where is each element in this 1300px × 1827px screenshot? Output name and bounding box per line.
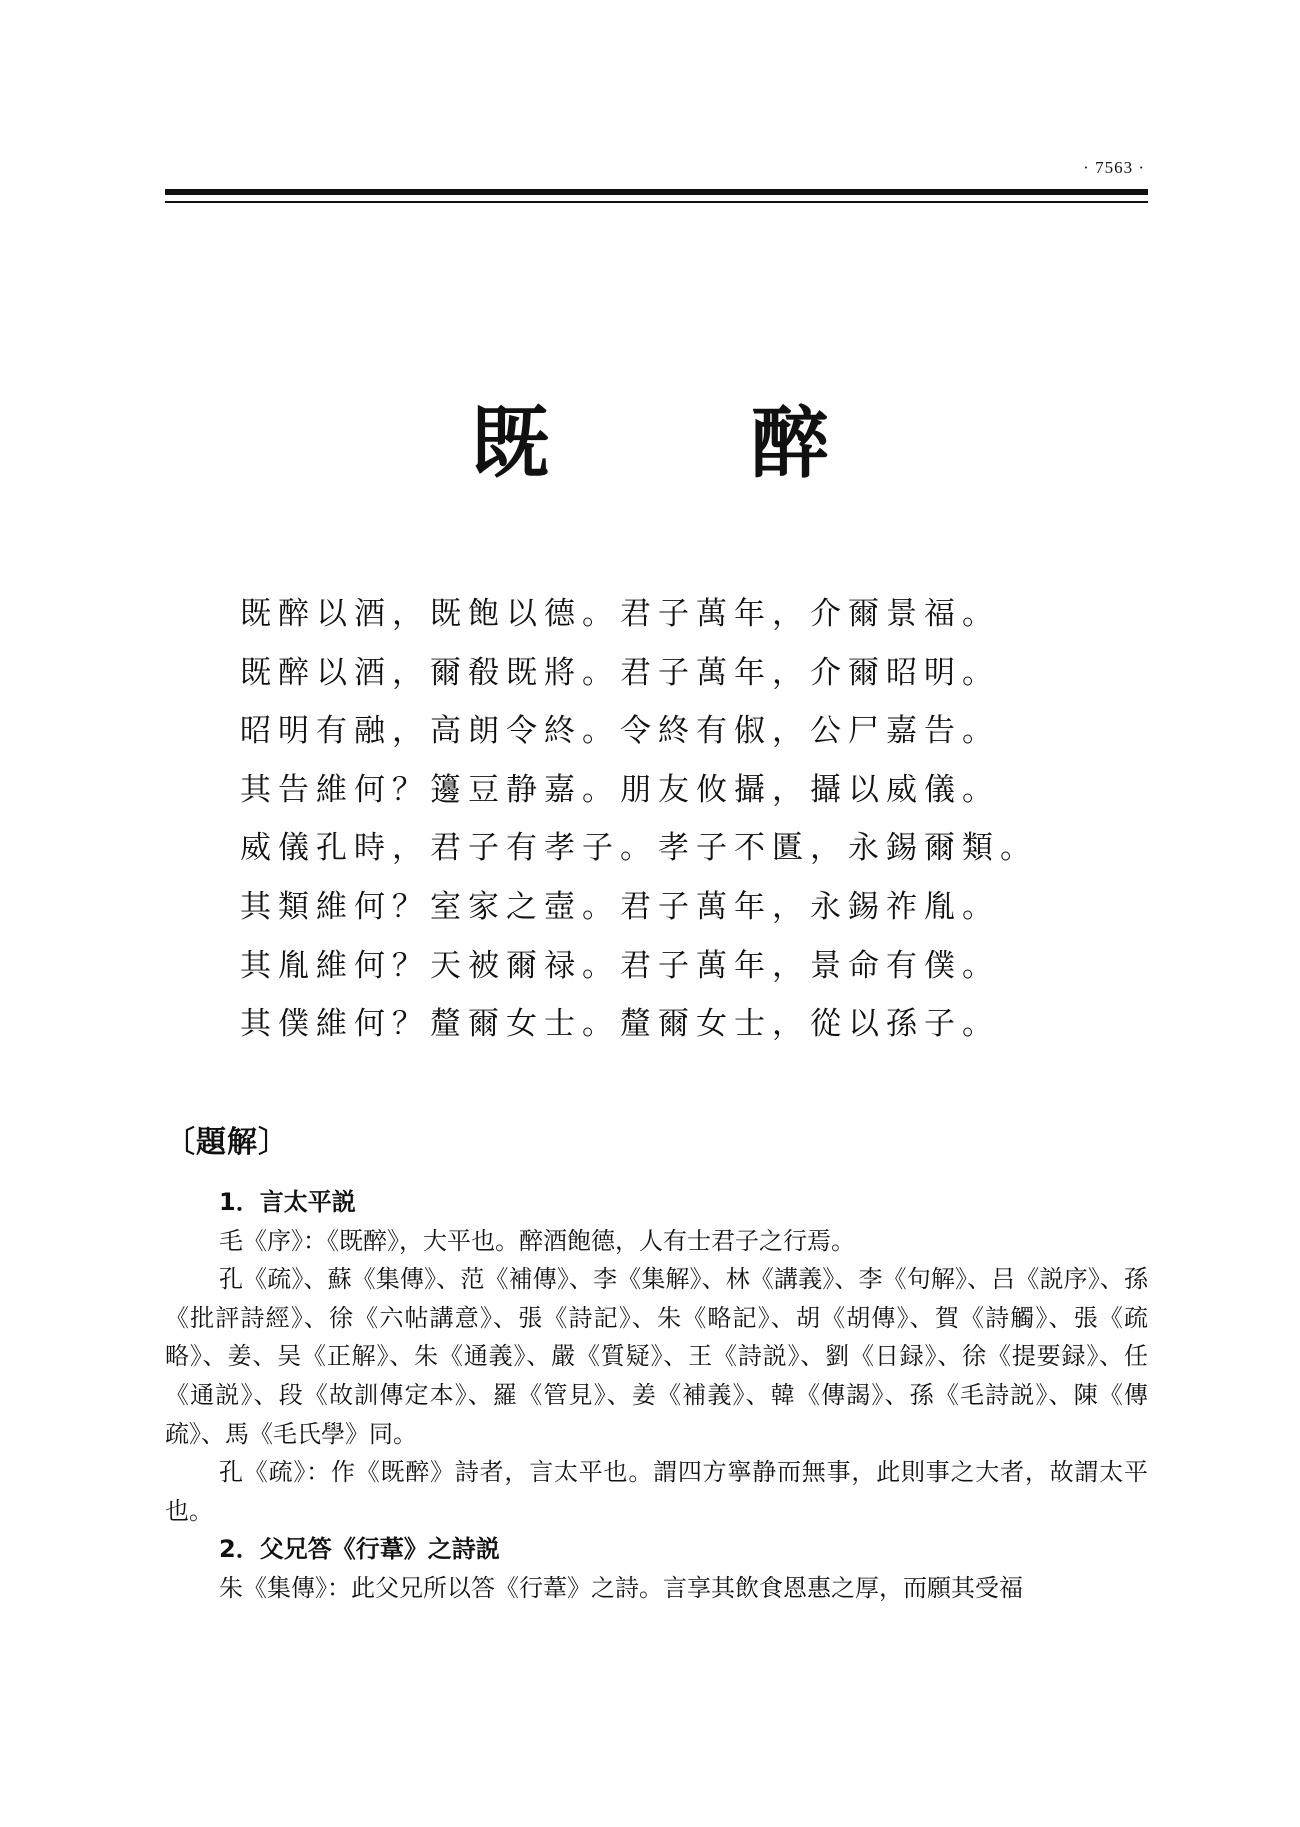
poem-line: 其告維何？籩豆静嘉。朋友攸攝，攝以威儀。 bbox=[240, 771, 1000, 808]
poem-line: 其類維何？室家之壼。君子萬年，永錫祚胤。 bbox=[240, 888, 1000, 925]
poem-line: 威儀孔時，君子有孝子。孝子不匱，永錫爾類。 bbox=[240, 830, 1038, 867]
page-number: · 7563 · bbox=[1083, 158, 1145, 177]
poem-line: 既醉以酒，既飽以德。君子萬年，介爾景福。 bbox=[240, 596, 1000, 632]
section-heading: 〔題解〕 bbox=[165, 1125, 289, 1160]
paragraph: 毛《序》：《既醉》，大平也。醉酒飽德，人有士君子之行焉。 bbox=[219, 1226, 855, 1255]
poem-text bbox=[240, 585, 1140, 1054]
commentary-body bbox=[165, 1183, 1148, 1608]
paragraph: 孔《疏》、蘇《集傳》、范《補傳》、李《集解》、林《講義》、李《句解》、吕《説序》、孫《批評詩經》、徐《六帖講意》、張《詩記》、朱《略記》、胡《胡傳》、賀《詩觸》、張《疏略》、姜、吴《正解》、朱《通義》、嚴《質疑》、王《詩説》、劉《日録》、徐《提要録》、任《通説》、段《故訓傳定本》、羅《管見》、姜《補義》、韓《傳謁》、孫《毛詩説》、陳《傳疏》、馬《毛氏學》同。 bbox=[165, 1265, 1148, 1448]
poem-line: 昭明有融，高朗令終。令終有俶，公尸嘉告。 bbox=[240, 713, 1000, 750]
header-rule-thin bbox=[165, 201, 1148, 203]
paragraph: 孔《疏》：作《既醉》詩者，言太平也。謂四方寧静而無事，此則事之大者，故謂太平也。 bbox=[165, 1458, 1148, 1525]
poem-line: 既醉以酒，爾殽既將。君子萬年，介爾昭明。 bbox=[240, 654, 1000, 691]
poem-line: 其胤維何？天被爾禄。君子萬年，景命有僕。 bbox=[240, 947, 1000, 984]
poem-title: 既 醉 bbox=[470, 398, 891, 489]
poem-line: 其僕維何？釐爾女士。釐爾女士，從以孫子。 bbox=[240, 1006, 1000, 1043]
subheading: 1．言太平説 bbox=[219, 1188, 356, 1216]
paragraph: 朱《集傳》：此父兄所以答《行葦》之詩。言享其飲食恩惠之厚，而願其受福 bbox=[219, 1573, 1023, 1602]
subheading: 2．父兄答《行葦》之詩説 bbox=[219, 1535, 500, 1564]
header-rule-thick bbox=[165, 189, 1148, 195]
